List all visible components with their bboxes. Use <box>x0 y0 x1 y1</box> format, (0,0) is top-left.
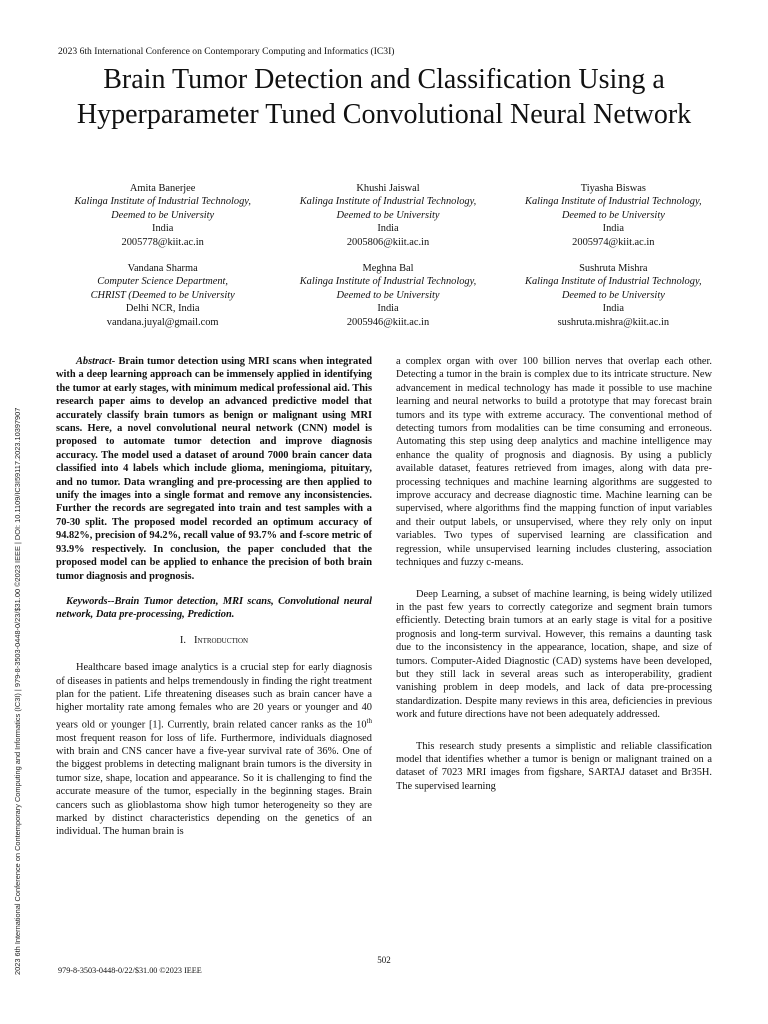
keywords: Keywords--Brain Tumor detection, MRI scans, Convolutional neural network, Data pre-processing, Prediction. <box>56 595 372 621</box>
copyright-footer: 979-8-3503-0448-0/22/$31.00 ©2023 IEEE <box>58 966 202 975</box>
author-affiliation: Computer Science Department, <box>97 276 229 288</box>
body-paragraph: Deep Learning, a subset of machine learning, is being widely utilized in the past few years to correctly categorize and segment brain tumors efficiently. Detecting brain tumors at an early stage is vital for a positive prognosis and long-term survival. However, this remains a daunting task due to the inconsistency in the appearance, location, shape, and size of tumors. Computer-Aided Diagnostic (CAD) systems have been developed, but they still lack in several areas such as interoperability, gradient vanishing problem in deep models, and lack of data pre-processing standardization. Despite many reviews in this area, deficiencies in previous work and future directions have not been adequately addressed. <box>396 588 712 721</box>
section-title: Introduction <box>194 634 249 646</box>
author-card <box>501 262 726 329</box>
author-card <box>50 262 275 329</box>
author-affiliation: Kalinga Institute of Industrial Technology, <box>525 196 702 208</box>
abstract <box>56 355 372 583</box>
intro-superscript: th <box>366 716 372 725</box>
section-number: I. <box>179 634 187 646</box>
body-paragraph: a complex organ with over 100 billion nerves that overlap each other. Detecting a tumor in the brain is complex due to its intricate structure. New advancement in medical technology has made it possible to use machine learning and neural networks to build a prototype that may forecast brain tumors and its type with extreme accuracy. The conventional method of detecting tumors from modalities can be time consuming and erroneous. Automating this step using deep analytics and machine intelligence may enhance the quality of prognosis and diagnosis. By using a publicly available dataset, features retrieved from images, along with data pre-processing techniques and machine learning algorithms are suggested to improve accuracy and decrease diagnostic time. Machine learning can be supervised, where algorithms find the mapping function of input variables and their output labels, or unsupervised, where they rely only on input variables. Two types of supervised learning are classification and regression, while unsupervised learning includes clustering, association techniques and fuzzy c-means. <box>396 356 712 569</box>
side-identifier-text: 2023 6th International Conference on Contemporary Computing and Informatics (IC3I) | 979-8-3503-0448-0/23/$31.00 ©2023 IEEE | DOI: 10.1109/IC3I59117.2023.10397907 <box>13 407 22 975</box>
abstract-text: Brain tumor detection using MRI scans when integrated with a deep learning approach can be immensely applied in identifying the tumor at early stages, with minimum medical professional aid. This research paper aims to develop an advanced predictive model that accurately classify brain tumors as benign or malignant using MRI scans. Here, a novel convolutional neural network (CNN) model is proposed to automate tumor detection and improve diagnosis accuracy. The model used a dataset of around 7000 brain cancer data classified into 4 labels which include glioma, meningioma, pituitary, and no tumor. Data wrangling and pre-processing are then applied to unify the images into a single format and remove any inconsistencies. Further the records are segregated into train and test samples with a 70-30 split. The proposed model recorded an optimum accuracy of 94.82%, precision of 94.2%, recall value of 93.7% and f-score metric of 93.9% respectively. In conclusion, the paper concluded that the proposed model can be applied to enhance the precision of both brain tumor diagnosis and prognosis. <box>56 356 372 582</box>
author-affiliation: Deemed to be University <box>561 209 665 221</box>
author-card <box>50 182 275 249</box>
author-location: India <box>377 303 399 315</box>
author-affiliation: Deemed to be University <box>336 289 440 301</box>
author-card <box>275 182 500 249</box>
author-affiliation: Kalinga Institute of Industrial Technology, <box>299 196 477 208</box>
author-card <box>501 182 726 249</box>
author-name: Meghna Bal <box>362 263 414 275</box>
author-email[interactable]: 2005806@kiit.ac.in <box>346 236 430 248</box>
intro-text-a: Healthcare based image analytics is a crucial step for early diagnosis of diseases in patients and helps tremendously in finding the right treatment plan for the patient. Life threatening diseases such as brain cancer have a higher mortality rate among females who are 20 years or younger and 40 years old or younger [1]. Currently, brain related cancer ranks as the <box>56 662 372 731</box>
author-affiliation: Kalinga Institute of Industrial Technology, <box>525 276 702 288</box>
right-column <box>396 355 712 793</box>
paper-title: Brain Tumor Detection and Classification Using a Hyperparameter Tuned Convolutional Neural Network <box>76 64 692 130</box>
author-location: India <box>602 223 624 235</box>
body-paragraph: This research study presents a simplistic and reliable classification model that identifies whether a tumor is benign or malignant trained on a dataset of 7023 MRI images from figshare, SARTAJ dataset and Br35H. The supervised learning <box>396 740 712 792</box>
section-heading <box>56 634 372 647</box>
author-location: Delhi NCR, India <box>125 303 200 315</box>
author-affiliation: Deemed to be University <box>336 209 440 221</box>
intro-text-b: most frequent reason for loss of life. Furthermore, individuals diagnosed with brain and CNS cancer have a five-year survival rate of 36%. One of the biggest problems in detecting malignant brain tumors is the diversity in tumor size, shape, location and appearance. So it is challenging to find the accurate measure of the tumor, especially in the beginning stages. Brain cancers such as glioblastoma show high tumor heterogeneity so they are marked by distinct characteristics depending on the genetics of an individual. The human brain is <box>56 732 372 838</box>
author-location: India <box>377 223 399 235</box>
author-email[interactable]: 2005778@kiit.ac.in <box>121 236 204 248</box>
author-email[interactable]: 2005946@kiit.ac.in <box>346 316 430 328</box>
author-affiliation: Kalinga Institute of Industrial Technology, <box>74 196 251 208</box>
author-affiliation: Kalinga Institute of Industrial Technology, <box>299 276 477 288</box>
author-name: Sushruta Mishra <box>579 263 648 275</box>
author-affiliation: Deemed to be University <box>561 289 665 301</box>
author-email[interactable]: sushruta.mishra@kiit.ac.in <box>557 316 670 328</box>
author-email[interactable]: 2005974@kiit.ac.in <box>572 236 655 248</box>
author-location: India <box>602 303 624 315</box>
author-name: Khushi Jaiswal <box>356 183 420 194</box>
author-card <box>275 262 500 329</box>
conference-header: 2023 6th International Conference on Contemporary Computing and Informatics (IC3I) <box>58 46 395 57</box>
author-email[interactable]: vandana.juyal@gmail.com <box>106 316 219 328</box>
author-affiliation: CHRIST (Deemed to be University <box>90 289 235 301</box>
author-name: Vandana Sharma <box>127 263 198 275</box>
page-number: 502 <box>377 955 391 965</box>
intro-ordinal: 10 <box>356 719 367 731</box>
abstract-lead: Abstract- <box>76 356 116 367</box>
intro-paragraph <box>56 661 372 839</box>
author-block <box>50 182 726 329</box>
left-column <box>56 355 372 839</box>
author-name: Tiyasha Biswas <box>580 183 646 194</box>
author-affiliation: Deemed to be University <box>111 209 215 221</box>
author-name: Amita Banerjee <box>129 183 196 194</box>
side-identifier <box>8 215 28 975</box>
author-location: India <box>151 223 174 235</box>
